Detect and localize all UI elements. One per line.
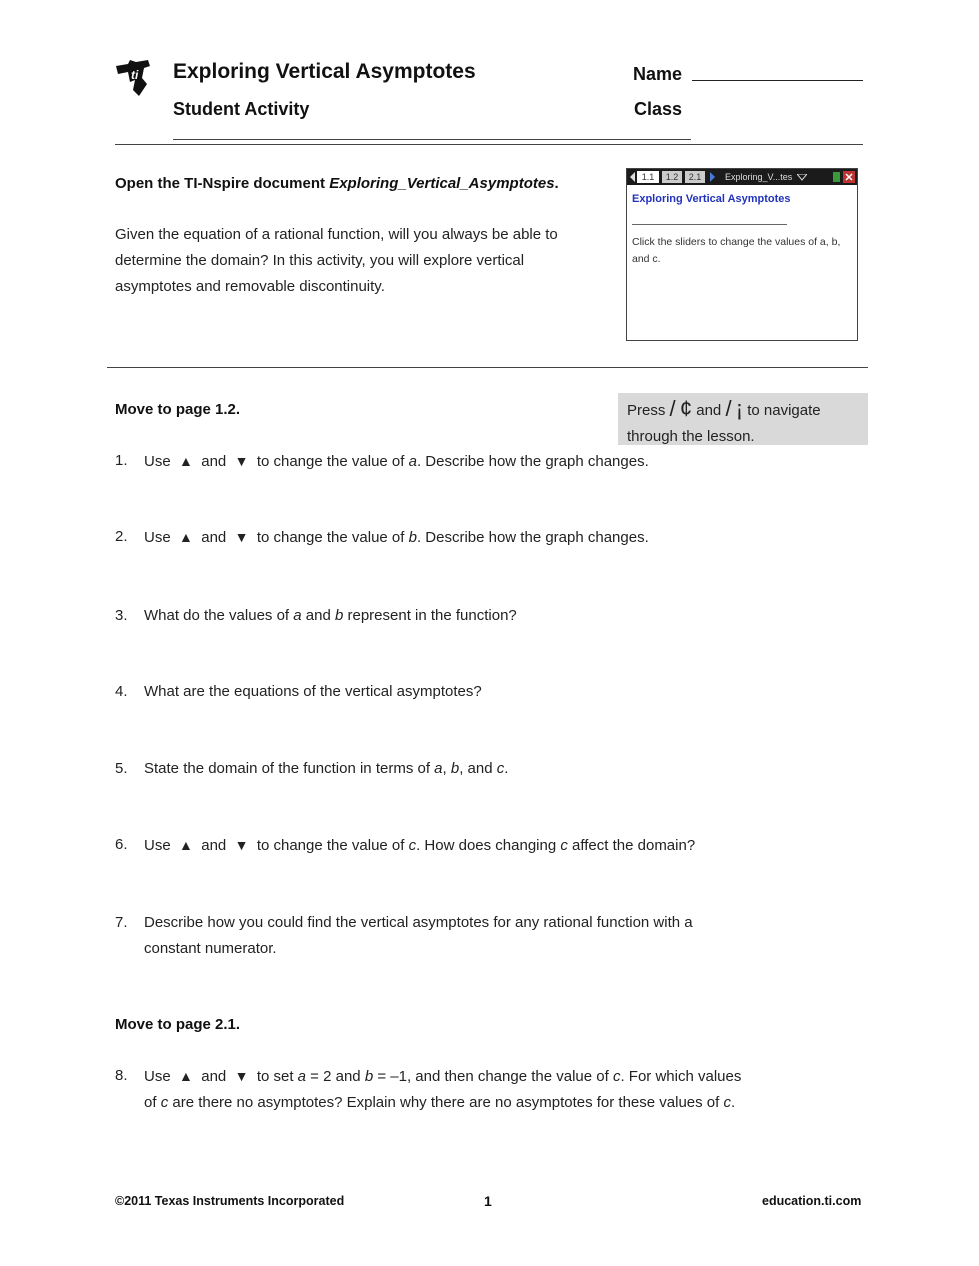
class-label: Class — [634, 99, 683, 119]
arrow-left-icon — [630, 172, 636, 182]
open-document-instruction: Open the TI-Nspire document Exploring_Vertical_Asymptotes. — [115, 175, 559, 192]
section-heading-page-1-2: Move to page 1.2. — [115, 401, 241, 418]
up-arrow-icon: ▲ — [179, 453, 193, 469]
battery-icon — [832, 171, 841, 183]
down-arrow-icon: ▼ — [234, 529, 249, 545]
nspire-divider — [632, 224, 787, 225]
down-arrow-icon: ▼ — [234, 453, 249, 469]
question-6: 6. Use ▲ and ▼ to change the value of c. How does changing c affect the domain? — [115, 836, 696, 854]
name-field[interactable] — [692, 80, 863, 81]
question-4: 4. What are the equations of the vertical asymptotes? — [115, 683, 482, 700]
nspire-tab-2-1: 2.1 — [685, 171, 705, 183]
footer-page-number: 1 — [484, 1193, 492, 1209]
page-title: Exploring Vertical Asymptotes — [173, 60, 476, 83]
subtitle-divider — [173, 139, 691, 140]
arrow-right-icon — [710, 172, 716, 182]
down-arrow-icon: ▼ — [234, 1068, 249, 1084]
page-subtitle: Student Activity — [173, 99, 310, 119]
up-arrow-icon: ▲ — [179, 529, 193, 545]
section-divider — [107, 367, 868, 368]
question-7: 7. Describe how you could find the vertical asymptotes for any rational function with a constant numerator. — [115, 914, 693, 957]
nspire-tab-1-1: 1.1 — [637, 171, 659, 183]
navigation-tip-box — [618, 393, 868, 445]
nspire-tab-bar — [627, 169, 857, 185]
question-1: 1. Use ▲ and ▼ to change the value of a. Describe how the graph changes. — [115, 452, 649, 470]
svg-text:ti: ti — [131, 68, 139, 82]
up-arrow-icon: ▲ — [179, 837, 193, 853]
nspire-tab-1-2: 1.2 — [662, 171, 682, 183]
nspire-screenshot — [626, 168, 858, 341]
document-name: Exploring_Vertical_Asymptotes — [329, 175, 555, 192]
footer-website-link[interactable]: education.ti.com — [762, 1194, 862, 1208]
intro-paragraph: Given the equation of a rational function, will you always be able to determine the domain? In this activity, you will explore vertical asymptotes and removable discontinuity. — [115, 226, 558, 295]
question-3: 3. What do the values of a and b represent in the function? — [115, 607, 517, 624]
ti-logo-icon — [114, 58, 156, 98]
question-8: 8. Use ▲ and ▼ to set a = 2 and b = –1, and then change the value of c. For which values of c are there no asymptotes? Explain why there are no asymptotes for these values of c. — [115, 1067, 742, 1111]
dropdown-icon — [797, 174, 807, 181]
navigation-tip-text: Press / ¢ and / ¡ to navigate through the lesson. — [627, 396, 821, 445]
nspire-instructions: Click the sliders to change the values of a, b, and c. — [632, 236, 841, 265]
footer-copyright: ©2011 Texas Instruments Incorporated — [115, 1194, 345, 1208]
down-arrow-icon: ▼ — [234, 837, 249, 853]
question-2: 2. Use ▲ and ▼ to change the value of b. Describe how the graph changes. — [115, 528, 649, 546]
nspire-document-title: Exploring_V...tes — [725, 172, 793, 182]
section-heading-page-2-1: Move to page 2.1. — [115, 1016, 241, 1033]
question-5: 5. State the domain of the function in terms of a, b, and c. — [115, 760, 509, 777]
name-label: Name — [633, 64, 683, 84]
header-divider — [115, 144, 863, 145]
up-arrow-icon: ▲ — [179, 1068, 193, 1084]
nspire-page-title: Exploring Vertical Asymptotes — [632, 193, 791, 205]
close-icon — [843, 171, 855, 183]
